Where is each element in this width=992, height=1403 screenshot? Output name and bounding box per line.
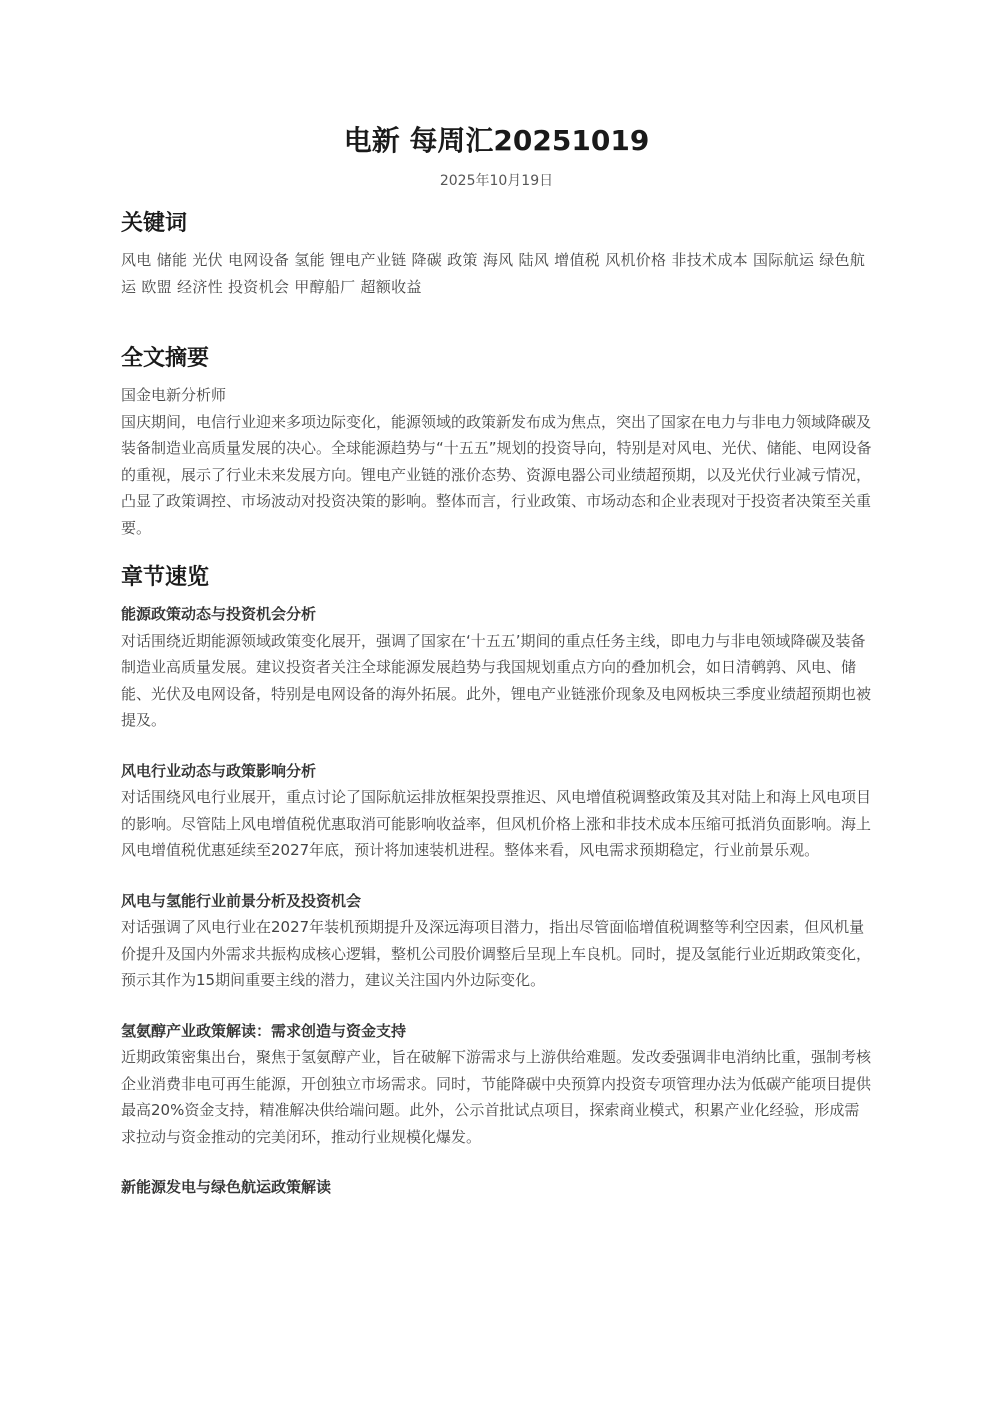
chapter-title: 能源政策动态与投资机会分析 [121, 605, 317, 623]
summary-section [121, 344, 872, 541]
keywords-heading: 关键词 [121, 211, 188, 236]
summary-heading: 全文摘要 [121, 346, 210, 371]
keywords-text: 风电 储能 光伏 电网设备 氢能 锂电产业链 降碳 政策 海风 陆风 增值税 风机价格 非技术成本 国际航运 绿色航运 欧盟 经济性 投资机会 甲醇船厂 超额收益 [121, 251, 866, 296]
document-title: 电新 每周汇20251019 [343, 124, 650, 157]
chapter-item [121, 758, 872, 864]
chapter-title: 风电与氢能行业前景分析及投资机会 [121, 891, 362, 910]
chapters-section [121, 563, 872, 1201]
summary-text: 国庆期间，电信行业迎来多项边际变化，能源领域的政策新发布成为焦点，突出了国家在电力与非电力领域降碳及装备制造业高质量发展的决心。全球能源趋势与“十五五”规划的投资导向，特别是对风电、光伏、储能、电网设备的重视，展示了行业未来发展方向。锂电产业链的涨价态势、资源电器公司业绩超预期，以及光伏行业减亏情况，凸显了政策调控、市场波动对投资决策的影响。整体而言，行业政策、市场动态和企业表现对于投资者决策至关重要。 [121, 412, 872, 537]
chapters-list [121, 601, 872, 1201]
chapter-item [121, 601, 872, 734]
chapter-text: 近期政策密集出台，聚焦于氢氨醇产业，旨在破解下游需求与上游供给难题。发改委强调非电消纳比重，强制考核企业消费非电可再生能源，开创独立市场需求。同时，节能降碳中央预算内投资专项管理办法为低碳产能项目提供最高20%资金支持，精准解决供给端问题。此外，公示首批试点项目，探索商业模式，积累产业化经验，形成需求拉动与资金推动的完美闭环，推动行业规模化爆发。 [121, 1048, 872, 1146]
chapters-heading: 章节速览 [121, 565, 210, 590]
chapter-title: 新能源发电与绿色航运政策解读 [121, 1178, 332, 1196]
chapter-item [121, 888, 872, 994]
document-date: 2025年10月19日 [439, 173, 554, 189]
chapter-title: 氢氨醇产业政策解读：需求创造与资金支持 [121, 1021, 407, 1040]
chapter-text: 对话围绕风电行业展开，重点讨论了国际航运排放框架投票推迟、风电增值税调整政策及其对陆上和海上风电项目的影响。尽管陆上风电增值税优惠取消可能影响收益率，但风机价格上涨和非技术成本压缩可抵消负面影响。海上风电增值税优惠延续至2027年底，预计将加速装机进程。整体来看，风电需求预期稳定，行业前景乐观。 [121, 788, 872, 859]
chapter-item [121, 1174, 872, 1201]
chapter-item [121, 1018, 872, 1151]
chapter-text: 对话强调了风电行业在2027年装机预期提升及深远海项目潜力，指出尽管面临增值税调整等利空因素，但风机量价提升及国内外需求共振构成核心逻辑，整机公司股价调整后呈现上车良机。同时，提及氢能行业近期政策变化，预示其作为15期间重要主线的潜力，建议关注国内外边际变化。 [121, 918, 872, 989]
chapter-title: 风电行业动态与政策影响分析 [121, 761, 317, 780]
keywords-section [121, 209, 872, 300]
chapter-text: 对话围绕近期能源领域政策变化展开，强调了国家在‘十五五’期间的重点任务主线，即电力与非电领域降碳及装备制造业高质量发展。建议投资者关注全球能源发展趋势与我国规划重点方向的叠加机会，如日清鹌鹑、风电、储能、光伏及电网设备，特别是电网设备的海外拓展。此外，锂电产业链涨价现象及电网板块三季度业绩超预期也被提及。 [121, 631, 872, 729]
summary-author: 国金电新分析师 [121, 386, 227, 404]
